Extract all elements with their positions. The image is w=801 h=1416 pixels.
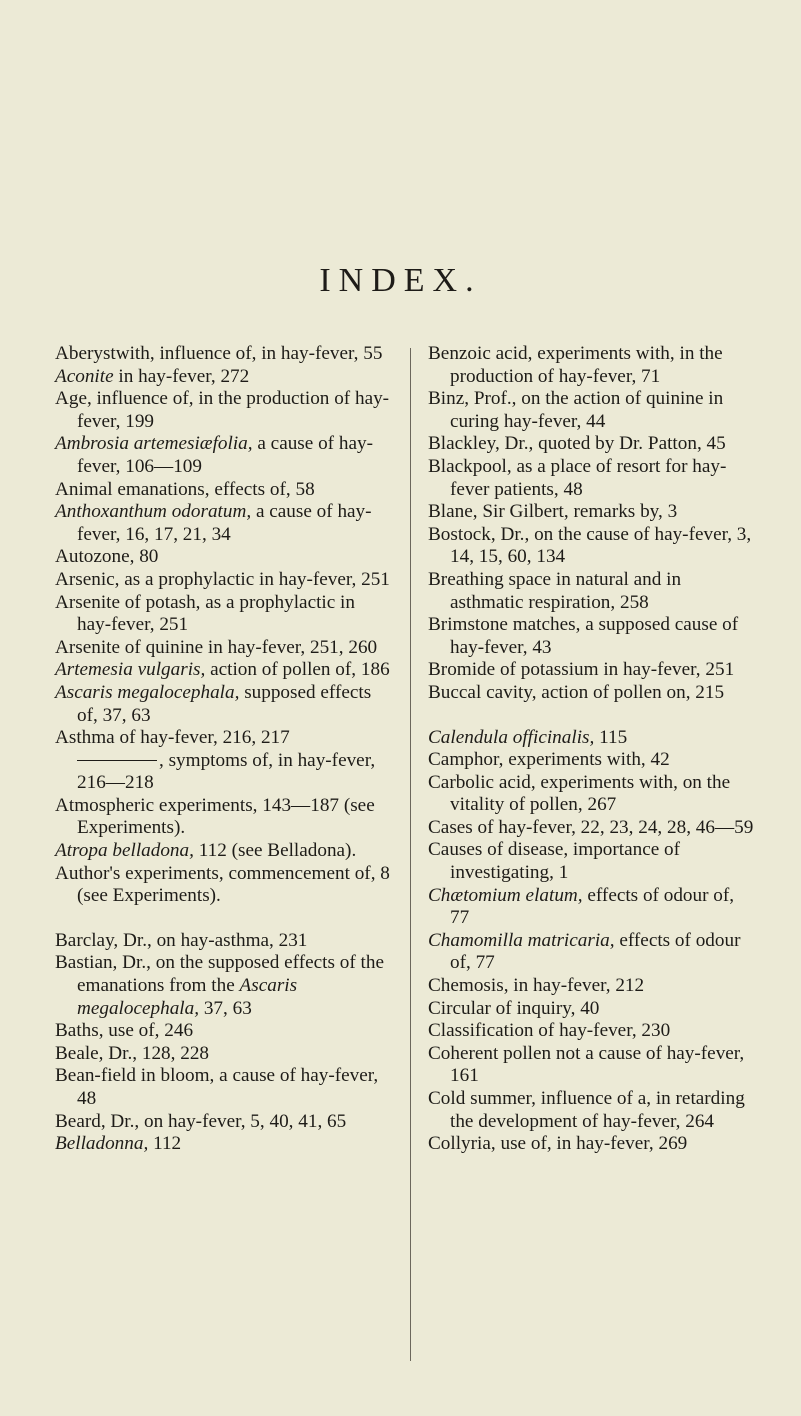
- index-text: 112 (see Belladona).: [193, 840, 357, 862]
- index-text: Aberystwith, influence of, in hay-fever, 55: [55, 343, 383, 364]
- index-text: Camphor, experiments with, 42: [428, 749, 670, 771]
- index-text: Coherent pollen not a cause of hay-fever, 161: [428, 1042, 745, 1087]
- index-text: Chemosis, in hay-fever, 212: [428, 975, 645, 997]
- index-text: Bastian, Dr., on the supposed effects of the emanations from the: [55, 952, 384, 997]
- index-entry: [55, 952, 390, 1020]
- index-text: Brimstone matches, a supposed cause of hay-fever, 43: [428, 614, 739, 658]
- index-text: supposed effects of, 37, 63: [77, 681, 372, 726]
- index-text: Animal emanations, effects of, 58: [55, 478, 315, 500]
- index-entry: [428, 501, 758, 524]
- index-entry: [55, 795, 390, 840]
- index-text: Beale, Dr., 128, 228: [55, 1042, 210, 1064]
- index-entry: [55, 343, 390, 366]
- index-entry: [55, 682, 390, 727]
- index-text: 115: [594, 726, 628, 748]
- index-entry: [55, 750, 390, 795]
- index-term-italic: Chætomium elatum,: [428, 884, 583, 906]
- index-term-italic: Belladonna,: [55, 1133, 149, 1155]
- index-entry: [428, 343, 758, 388]
- index-text: Classification of hay-fever, 230: [428, 1020, 671, 1042]
- index-entry: [55, 479, 390, 502]
- index-term-italic: Anthoxanthum odoratum,: [55, 501, 252, 523]
- index-text: in hay-fever, 272: [113, 365, 250, 387]
- index-entry: [428, 659, 758, 682]
- index-entry: [55, 1020, 390, 1043]
- index-entry: [428, 682, 758, 705]
- index-text: Blackpool, as a place of resort for hay-fever patients, 48: [428, 455, 727, 500]
- index-text: Arsenic, as a prophylactic in hay-fever, 251: [55, 568, 390, 590]
- column-divider: [410, 348, 411, 1361]
- index-entry: [55, 1133, 390, 1156]
- index-entry: [428, 817, 758, 840]
- index-entry: [428, 524, 758, 569]
- index-entry: [55, 727, 390, 750]
- index-entry: [428, 998, 758, 1021]
- index-entry: [55, 569, 390, 592]
- index-entry: [428, 569, 758, 614]
- index-entry: [55, 433, 390, 478]
- index-entry: [428, 1133, 758, 1156]
- index-column-right: [428, 343, 758, 1156]
- index-term-italic: Aconite: [55, 365, 114, 387]
- index-term-italic: Ambrosia artemesiæfolia,: [55, 433, 253, 455]
- index-text: Blane, Sir Gilbert, remarks by, 3: [428, 501, 678, 523]
- index-text: Benzoic acid, experiments with, in the production of hay-fever, 71: [428, 343, 723, 387]
- index-term-italic: Chamomilla matricaria,: [428, 929, 615, 951]
- index-entry: [55, 366, 390, 389]
- index-text: effects of odour of, 77: [450, 884, 735, 929]
- index-text: Buccal cavity, action of pollen on, 215: [428, 681, 725, 703]
- index-entry: [428, 1088, 758, 1133]
- index-entry: [55, 546, 390, 569]
- index-text: , symptoms of, in hay-fever, 216—218: [77, 749, 376, 794]
- index-text: action of pollen of, 186: [205, 659, 390, 681]
- index-text: effects of odour of, 77: [450, 929, 741, 974]
- index-entry: [428, 749, 758, 772]
- index-text: Baths, use of, 246: [55, 1020, 194, 1042]
- index-column-left: [55, 343, 390, 1156]
- index-entry: [55, 1043, 390, 1066]
- index-entry: [428, 772, 758, 817]
- index-text: Beard, Dr., on hay-fever, 5, 40, 41, 65: [55, 1110, 347, 1132]
- index-text: Breathing space in natural and in asthmatic respiration, 258: [428, 568, 682, 613]
- index-entry: [428, 727, 758, 750]
- index-entry: [428, 1043, 758, 1088]
- index-text: a cause of hay-fever, 16, 17, 21, 34: [77, 501, 372, 545]
- index-entry: [428, 885, 758, 930]
- index-text: Barclay, Dr., on hay-asthma, 231: [55, 929, 308, 951]
- index-text: Age, influence of, in the production of hay-fever, 199: [55, 388, 390, 432]
- index-entry: [428, 1020, 758, 1043]
- index-entry: [428, 388, 758, 433]
- index-text: Atmospheric experiments, 143—187 (see Experiments).: [55, 794, 375, 839]
- index-term-italic: Calendula officinalis,: [428, 726, 595, 748]
- index-term-italic: Artemesia vulgaris,: [55, 659, 206, 681]
- index-term-italic: Ascaris megalocephala,: [77, 975, 298, 1019]
- index-text: Asthma of hay-fever, 216, 217: [55, 727, 290, 749]
- index-text: Arsenite of potash, as a prophylactic in hay-fever, 251: [55, 591, 355, 636]
- index-text: Collyria, use of, in hay-fever, 269: [428, 1133, 688, 1155]
- index-text: Blackley, Dr., quoted by Dr. Patton, 45: [428, 433, 726, 455]
- index-text: Carbolic acid, experiments with, on the vitality of pollen, 267: [428, 771, 731, 816]
- page-title: INDEX.: [319, 262, 482, 299]
- index-text: Author's experiments, commencement of, 8 (see Experiments).: [55, 862, 390, 907]
- index-text: Arsenite of quinine in hay-fever, 251, 260: [55, 636, 378, 658]
- ditto-dash: [77, 760, 157, 761]
- index-entry: [55, 592, 390, 637]
- index-entry: [428, 456, 758, 501]
- index-text: Cases of hay-fever, 22, 23, 24, 28, 46—59: [428, 816, 754, 838]
- index-entry: [428, 839, 758, 884]
- index-entry: [428, 930, 758, 975]
- index-text: 112: [148, 1133, 182, 1155]
- index-entry: [55, 930, 390, 953]
- index-text: a cause of hay-fever, 106—109: [77, 433, 373, 477]
- index-text: Autozone, 80: [55, 546, 159, 568]
- index-text: Binz, Prof., on the action of quinine in curing hay-fever, 44: [428, 388, 724, 432]
- index-entry: [55, 1065, 390, 1110]
- index-entry: [55, 501, 390, 546]
- index-text: Circular of inquiry, 40: [428, 997, 600, 1019]
- index-entry: [55, 1111, 390, 1134]
- index-term-italic: Ascaris megalocephala,: [55, 681, 240, 703]
- index-entry: [55, 388, 390, 433]
- index-entry: [428, 614, 758, 659]
- index-entry: [428, 975, 758, 998]
- index-entry: [55, 863, 390, 908]
- index-text: Cold summer, influence of a, in retarding the development of hay-fever, 264: [428, 1088, 745, 1132]
- index-text: Bostock, Dr., on the cause of hay-fever, 3, 14, 15, 60, 134: [428, 523, 752, 568]
- index-entry: [55, 659, 390, 682]
- index-text: Bean-field in bloom, a cause of hay-fever, 48: [55, 1065, 379, 1109]
- index-text: Bromide of potassium in hay-fever, 251: [428, 659, 735, 681]
- index-entry: [55, 637, 390, 660]
- index-text: Causes of disease, importance of investigating, 1: [428, 839, 681, 884]
- index-entry: [428, 433, 758, 456]
- index-text: 37, 63: [199, 997, 252, 1019]
- index-entry: [55, 840, 390, 863]
- index-term-italic: Atropa belladona,: [55, 840, 194, 862]
